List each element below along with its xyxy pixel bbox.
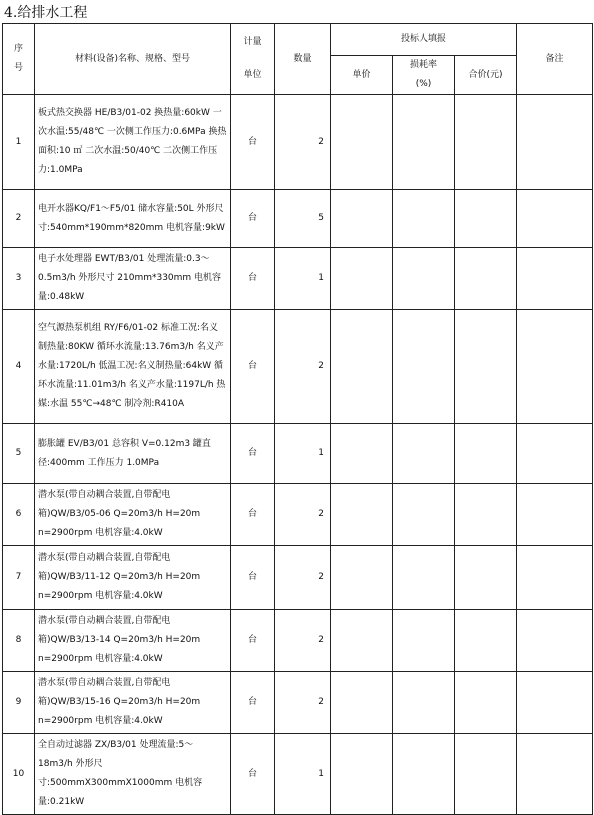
row-no: 5 (3, 424, 35, 484)
row-remarks (517, 424, 593, 484)
row-loss-rate (393, 424, 455, 484)
row-loss-rate (393, 546, 455, 610)
row-total-price (455, 672, 517, 734)
row-no: 10 (3, 734, 35, 815)
row-description: 潜水泵(带自动耦合装置,自带配电箱)QW/B3/13-14 Q=20m3/h H=20m n=2900rpm 电机容量:4.0kW (35, 610, 231, 672)
row-quantity: 2 (275, 672, 331, 734)
row-description: 潜水泵(带自动耦合装置,自带配电箱)QW/B3/15-16 Q=20m3/h H=20m n=2900rpm 电机容量:4.0kW (35, 672, 231, 734)
row-unit-price (331, 546, 393, 610)
row-unit-price (331, 672, 393, 734)
row-description: 膨胀罐 EV/B3/01 总容积 V=0.12m3 罐直径:400mm 工作压力 1.0MPa (35, 424, 231, 484)
row-total-price (455, 546, 517, 610)
row-unit: 台 (231, 95, 275, 190)
table-row (3, 310, 593, 424)
table-row (3, 95, 593, 190)
row-quantity: 1 (275, 424, 331, 484)
row-no: 4 (3, 310, 35, 424)
row-quantity: 2 (275, 546, 331, 610)
row-quantity: 2 (275, 484, 331, 546)
header-no: 序 号 (3, 24, 35, 95)
header-loss-rate: 损耗率 (%) (393, 56, 455, 95)
row-unit: 台 (231, 672, 275, 734)
row-no: 1 (3, 95, 35, 190)
row-total-price (455, 610, 517, 672)
row-unit: 台 (231, 484, 275, 546)
row-loss-rate (393, 672, 455, 734)
header-total-price: 合价(元) (455, 56, 517, 95)
row-unit: 台 (231, 734, 275, 815)
row-total-price (455, 424, 517, 484)
table-row (3, 610, 593, 672)
row-loss-rate (393, 190, 455, 248)
row-quantity: 2 (275, 610, 331, 672)
row-unit: 台 (231, 190, 275, 248)
row-unit-price (331, 248, 393, 310)
row-unit: 台 (231, 610, 275, 672)
row-remarks (517, 546, 593, 610)
header-description: 材料(设备)名称、规格、型号 (35, 24, 231, 95)
row-unit-price (331, 424, 393, 484)
table-row (3, 424, 593, 484)
row-loss-rate (393, 310, 455, 424)
table-row (3, 190, 593, 248)
materials-table (2, 23, 593, 815)
row-remarks (517, 95, 593, 190)
row-unit-price (331, 734, 393, 815)
row-no: 3 (3, 248, 35, 310)
row-total-price (455, 190, 517, 248)
header-remarks: 备注 (517, 24, 593, 95)
row-no: 7 (3, 546, 35, 610)
row-unit: 台 (231, 546, 275, 610)
row-total-price (455, 248, 517, 310)
row-description: 空气源热泵机组 RY/F6/01-02 标准工况:名义制热量:80KW 循环水流量:13.76m3/h 名义产水量:1720L/h 低温工况:名义制热量:64kW 循环水流量:11.01m3/h 名义产水量:1197L/h 热媒:水温 55℃→48℃ 制冷剂:R410A (35, 310, 231, 424)
table-row (3, 546, 593, 610)
header-quantity: 数量 (275, 24, 331, 95)
row-unit-price (331, 310, 393, 424)
row-quantity: 5 (275, 190, 331, 248)
row-unit-price (331, 190, 393, 248)
row-remarks (517, 610, 593, 672)
row-unit: 台 (231, 424, 275, 484)
header-unit-price: 单价 (331, 56, 393, 95)
table-row (3, 734, 593, 815)
section-title: 4.给排水工程 (4, 5, 88, 21)
row-description: 潜水泵(带自动耦合装置,自带配电箱)QW/B3/05-06 Q=20m3/h H=20m n=2900rpm 电机容量:4.0kW (35, 484, 231, 546)
row-unit-price (331, 95, 393, 190)
row-total-price (455, 95, 517, 190)
row-no: 6 (3, 484, 35, 546)
row-remarks (517, 484, 593, 546)
row-description: 板式热交换器 HE/B3/01-02 换热量:60kW 一次水温:55/48℃ 一次侧工作压力:0.6MPa 换热面积:10 ㎡ 二次水温:50/40℃ 二次侧工作压力:1.0MPa (35, 95, 231, 190)
row-total-price (455, 310, 517, 424)
row-remarks (517, 310, 593, 424)
row-quantity: 1 (275, 734, 331, 815)
row-quantity: 1 (275, 248, 331, 310)
row-remarks (517, 248, 593, 310)
row-no: 2 (3, 190, 35, 248)
row-description: 电子水处理器 EWT/B3/01 处理流量:0.3～0.5m3/h 外形尺寸 210mm*330mm 电机容量:0.48kW (35, 248, 231, 310)
row-description: 潜水泵(带自动耦合装置,自带配电箱)QW/B3/11-12 Q=20m3/h H=20m n=2900rpm 电机容量:4.0kW (35, 546, 231, 610)
row-no: 8 (3, 610, 35, 672)
row-quantity: 2 (275, 310, 331, 424)
row-remarks (517, 734, 593, 815)
row-total-price (455, 734, 517, 815)
row-loss-rate (393, 95, 455, 190)
row-description: 电开水器KQ/F1～F5/01 储水容量:50L 外形尺寸:540mm*190mm*820mm 电机容量:9kW (35, 190, 231, 248)
row-loss-rate (393, 484, 455, 546)
table-row (3, 248, 593, 310)
row-remarks (517, 672, 593, 734)
row-unit: 台 (231, 310, 275, 424)
table-row (3, 672, 593, 734)
row-loss-rate (393, 248, 455, 310)
table-row (3, 484, 593, 546)
row-no: 9 (3, 672, 35, 734)
row-loss-rate (393, 610, 455, 672)
header-bidder: 投标人填报 (331, 24, 517, 56)
row-remarks (517, 190, 593, 248)
row-unit-price (331, 610, 393, 672)
row-description: 全自动过滤器 ZX/B3/01 处理流量:5～18m3/h 外形尺寸:500mmX300mmX1000mm 电机容量:0.21kW (35, 734, 231, 815)
row-unit: 台 (231, 248, 275, 310)
header-unit: 计量 单位 (231, 24, 275, 95)
row-quantity: 2 (275, 95, 331, 190)
row-loss-rate (393, 734, 455, 815)
row-unit-price (331, 484, 393, 546)
row-total-price (455, 484, 517, 546)
